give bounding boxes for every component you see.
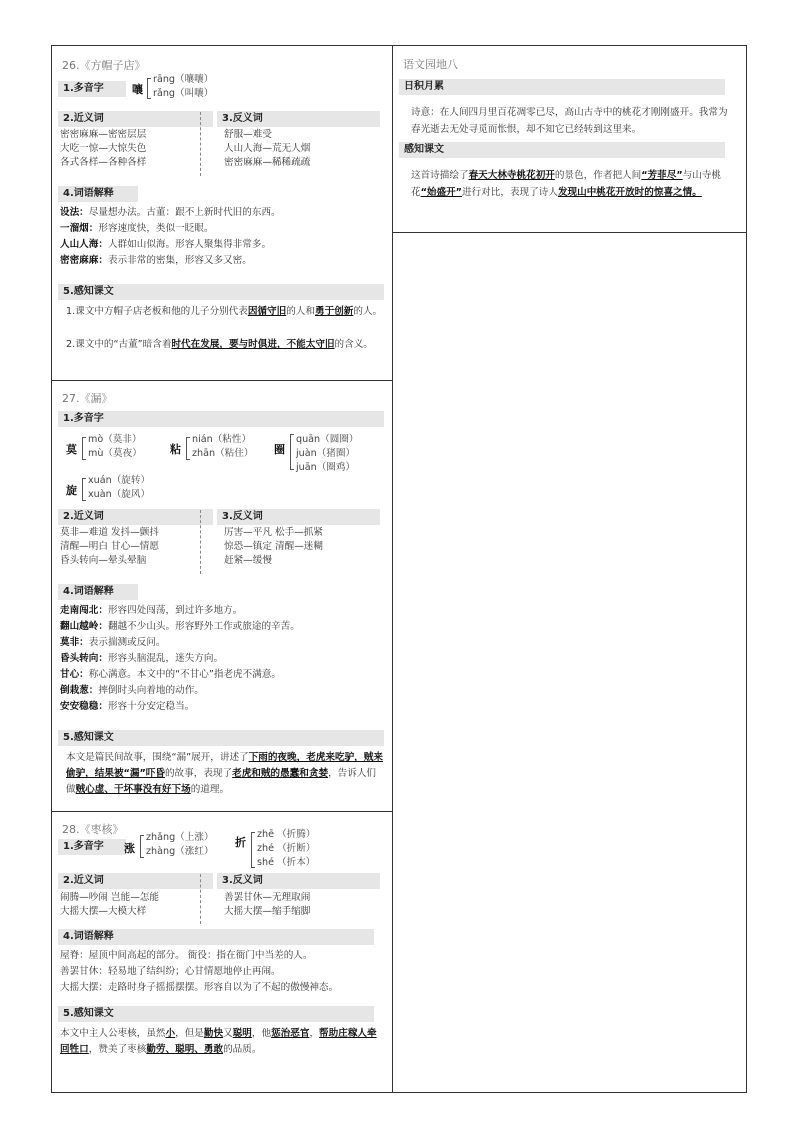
synonym-item: 清醒—明白 甘心—情愿 (60, 541, 159, 552)
pinyin-reading: rǎng（叫嚷） (153, 88, 214, 99)
perception-paragraph: 这首诗描绘了春天大林寺桃花初开的景色，作者把人间“芳菲尽”与山寺桃花“始盛开”进行对比，表现了诗人发现山中桃花开放时的惊喜之情。 (411, 170, 722, 198)
antonym-item: 人山人海—荒无人烟 (224, 143, 311, 154)
synonym-item: 密密麻麻—密密层层 (60, 129, 147, 140)
brace (82, 437, 86, 460)
word-entry: 翻山越岭：翻越不少山头。形容野外工作或旅途的辛苦。 (60, 621, 300, 632)
antonym-item: 厉害—平凡 松手—抓紧 (224, 527, 323, 538)
section-header-antonyms: 3.反义词 (217, 111, 380, 127)
brace (290, 434, 294, 470)
section-header-antonyms: 3.反义词 (217, 873, 380, 889)
word-entry: 莫非：表示揣测或反问。 (60, 637, 166, 648)
antonym-item: 大摇大摆—缩手缩脚 (224, 906, 311, 917)
section-divider (393, 232, 747, 233)
section-title: 语文园地八 (403, 58, 458, 71)
pinyin-reading: mù（莫夜） (88, 448, 142, 459)
section-header-synonyms: 2.近义词 (58, 111, 213, 127)
polyphone-char: 圈 (274, 443, 285, 456)
synonym-item: 闹腾—吵闹 岂能—怎能 (60, 892, 159, 903)
dashed-divider (200, 874, 201, 924)
word-definition: 人群如山似海。形容人聚集得非常多。 (107, 239, 272, 250)
antonym-item: 善罢甘休—无理取闹 (224, 892, 311, 903)
word-entry (60, 238, 271, 253)
word-term: 人山人海： (60, 239, 108, 250)
section-header-synonyms: 2.近义词 (58, 509, 213, 525)
synonym-item: 昏头转向—晕头晕脑 (60, 555, 147, 566)
synonym-item: 各式各样—各种各样 (60, 157, 147, 168)
pinyin-reading: nián（粘性） (192, 434, 252, 445)
lesson-27 (52, 381, 392, 811)
lesson-title: 27.《漏》 (62, 392, 113, 405)
poem-meaning: 诗意：在人间四月里百花凋零已尽，高山古寺中的桃花才刚刚盛开。我常为春光逝去无处寻觅而怅恨，却不知它已经转到这里来。 (411, 107, 728, 135)
polyphone-char: 嚷 (132, 83, 143, 96)
section-header-word-meaning: 4.词语解释 (58, 584, 138, 600)
word-term: 一溜烟： (60, 223, 99, 234)
polyphone-char: 旋 (66, 484, 77, 497)
polyphone-char: 折 (235, 836, 246, 849)
perception-paragraph: 本文中主人公枣核，虽然小，但是勤快又聪明，他惩治恶官，帮助庄稼人牵回牲口，赞美了枣核勤劳、聪明、勇敢的品质。 (60, 1028, 377, 1055)
pinyin-reading: shé （折本） (257, 857, 316, 868)
perception-paragraph: 本文是篇民间故事，围绕“漏”展开，讲述了下雨的夜晚，老虎来吃驴，贼来偷驴，结果被“漏”吓昏的故事，表现了老虎和贼的愚蠢和贪婪，告诉人们做贼心虚、干坏事没有好下场的道理。 (66, 752, 383, 795)
word-definition: 形容速度快，类似一眨眼。 (98, 223, 214, 234)
dashed-divider (200, 112, 201, 176)
section-header-daily-accumulation: 日积月累 (399, 79, 725, 95)
lesson-title: 26.《方帽子店》 (62, 59, 146, 72)
brace (140, 835, 144, 858)
antonym-item: 密密麻麻—稀稀疏疏 (224, 157, 311, 168)
section-header-text-perception: 感知课文 (399, 142, 725, 158)
brace (147, 78, 151, 99)
pinyin-reading: zhǎng（上涨） (146, 832, 214, 843)
synonym-item: 大摇大摆—大模大样 (60, 906, 147, 917)
pinyin-reading: quān（圆圈） (296, 434, 359, 445)
section-header-polyphone: 1.多音字 (58, 839, 126, 855)
brace (251, 832, 255, 868)
pinyin-reading: zhē （折腾） (257, 829, 316, 840)
pinyin-reading: zhé （折断） (257, 843, 316, 854)
word-entry: 大摇大摆：走路时身子摇摇摆摆。形容自以为了不起的傲慢神态。 (60, 982, 339, 993)
polyphone-char: 涨 (124, 842, 135, 855)
pinyin-reading: zhān（粘住） (192, 448, 254, 459)
section-header-text-perception: 5.感知课文 (58, 284, 384, 300)
polyphone-char: 粘 (170, 443, 181, 456)
pinyin-reading: rāng（嚷嚷） (153, 74, 214, 85)
word-entry: 走南闯北：形容四处闯荡，到过许多地方。 (60, 605, 243, 616)
word-entry: 昏头转向：形容头脑混乱，迷失方向。 (60, 653, 224, 664)
word-entry: 甘心：称心满意。本文中的“不甘心”指老虎不满意。 (60, 669, 282, 680)
word-definition: 尽量想办法。古董：跟不上新时代旧的东西。 (88, 207, 281, 218)
synonym-item: 大吃一惊—大惊失色 (60, 143, 147, 154)
word-entry: 善罢甘休：轻易地了结纠纷；心甘情愿地停止再闹。 (60, 966, 281, 977)
perception-paragraph: 2.课文中的“古董”暗含着时代在发展，要与时俱进，不能太守旧的含义。 (66, 339, 373, 350)
brace (82, 478, 86, 501)
section-header-word-meaning: 4.词语解释 (58, 929, 374, 945)
word-entry (60, 222, 214, 237)
section-header-synonyms: 2.近义词 (58, 873, 213, 889)
pinyin-reading: xuàn（旋风） (88, 489, 151, 500)
word-entry (60, 254, 252, 269)
pinyin-reading: juàn（猪圈） (296, 448, 356, 459)
section-header-text-perception: 5.感知课文 (58, 730, 384, 746)
perception-paragraph: 1.课文中方帽子店老板和他的儿子分别代表因循守旧的人和勇于创新的人。 (66, 306, 383, 317)
word-entry: 屋脊：屋顶中间高起的部分。 衙役：指在衙门中当差的人。 (60, 950, 313, 961)
word-term: 设法： (60, 207, 89, 218)
worksheet-page (51, 45, 747, 1093)
word-definition: 表示非常的密集，形容又多又密。 (107, 255, 252, 266)
pinyin-reading: mò（莫非） (88, 434, 142, 445)
brace (186, 437, 190, 460)
section-header-antonyms: 3.反义词 (217, 509, 380, 525)
lesson-26 (52, 46, 392, 380)
antonym-item: 惊恐—镇定 清醒—迷糊 (224, 541, 323, 552)
antonym-item: 舒服—难受 (224, 129, 272, 140)
lesson-title: 28.《枣核》 (62, 823, 124, 836)
antonym-item: 赶紧—缓慢 (224, 555, 272, 566)
pinyin-reading: xuán（旋转） (88, 475, 151, 486)
lesson-28 (52, 812, 392, 1094)
word-entry (60, 206, 281, 221)
chinese-garden-8 (393, 46, 747, 232)
section-header-text-perception: 5.感知课文 (58, 1006, 374, 1022)
polyphone-char: 莫 (66, 443, 77, 456)
dashed-divider (200, 510, 201, 574)
section-header-polyphone: 1.多音字 (58, 81, 126, 97)
section-header-polyphone: 1.多音字 (58, 411, 384, 427)
word-term: 密密麻麻： (60, 255, 108, 266)
word-entry: 安安稳稳：形容十分安定稳当。 (60, 701, 195, 712)
synonym-item: 莫非—难道 发抖—颤抖 (60, 527, 159, 538)
pinyin-reading: zhàng（涨红） (146, 846, 214, 857)
section-header-word-meaning: 4.词语解释 (58, 186, 138, 202)
pinyin-reading: juān（圈鸡） (296, 462, 356, 473)
word-entry: 倒栽葱：摔倒时头向着地的动作。 (60, 685, 204, 696)
